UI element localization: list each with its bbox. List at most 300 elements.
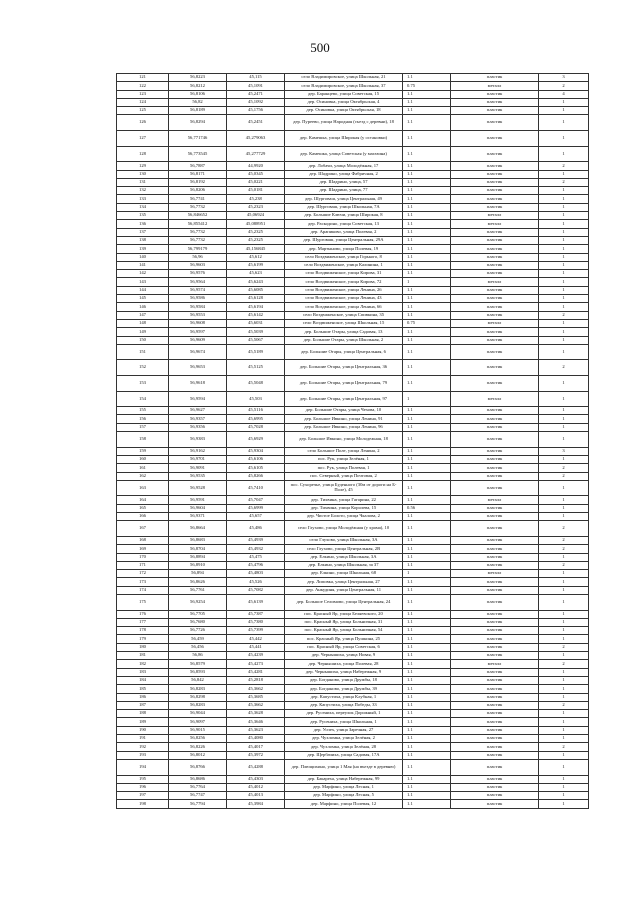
table-row [117,618,589,626]
cell-longitude: 45,1091 [227,82,285,90]
cell-volume: 1.1 [403,228,451,236]
cell-latitude: 56,799179 [169,245,227,253]
cell-longitude: 45,238 [227,195,285,203]
cell-count: 2 [539,521,589,537]
cell-row-number: 134 [117,203,169,211]
cell-material: металл [451,660,539,668]
cell-material: металл [451,82,539,90]
table-row [117,586,589,594]
cell-row-number: 145 [117,295,169,303]
cell-row-number: 197 [117,792,169,800]
cell-latitude: 56,9091 [169,464,227,472]
cell-material: пластик [451,270,539,278]
cell-row-number: 163 [117,480,169,496]
cell-latitude: 56,846652 [169,212,227,220]
cell-address: дер. Богданово, улица Дружбы, 18 [285,676,403,684]
cell-volume: 1.1 [403,553,451,561]
cell-count: 2 [539,561,589,569]
cell-volume: 1.1 [403,74,451,82]
cell-row-number: 144 [117,286,169,294]
cell-material: пластик [451,751,539,759]
cell-address: село Владимировское, улица Школьная, 37 [285,82,403,90]
cell-count: 3 [539,74,589,82]
cell-latitude: 56,8226 [169,743,227,751]
cell-address: дер. Чернышиха, улица Набережная, 9 [285,668,403,676]
cell-longitude: 45,7028 [227,423,285,431]
table-row [117,261,589,269]
cell-material: пластик [451,726,539,734]
cell-address: дер. Чистое Болото, улица Чкалова, 2 [285,513,403,521]
cell-latitude: 56,9162 [169,447,227,455]
cell-longitude: 45,4939 [227,536,285,544]
table-row [117,610,589,618]
cell-address: дер. Большое Ивкино, улица Молодежная, 18 [285,432,403,448]
table-row [117,735,589,743]
cell-row-number: 136 [117,220,169,228]
cell-count: 1 [539,504,589,512]
cell-count: 1 [539,391,589,407]
cell-longitude: 45,6085 [227,286,285,294]
cell-longitude: 45,6105 [227,464,285,472]
cell-material: пластик [451,98,539,106]
table-row [117,423,589,431]
cell-count: 2 [539,82,589,90]
cell-address: дер. Капустиха, улица Победы, 33 [285,701,403,709]
cell-volume: 1.1 [403,792,451,800]
cell-count: 1 [539,98,589,106]
cell-address: село Воздвиженское, улица Спивкина, 35 [285,311,403,319]
cell-material: пластик [451,170,539,178]
cell-longitude: 45,4013 [227,792,285,800]
cell-address: дер. Чухломка, улица Зелёная, 28 [285,743,403,751]
cell-volume: 1.1 [403,270,451,278]
cell-material: пластик [451,610,539,618]
cell-row-number: 176 [117,610,169,618]
table-row [117,800,589,808]
cell-row-number: 193 [117,751,169,759]
cell-volume: 1.1 [403,618,451,626]
cell-volume: 1.1 [403,536,451,544]
cell-longitude: 45,4239 [227,652,285,660]
cell-latitude: 56,9586 [169,295,227,303]
cell-volume: 1.1 [403,407,451,415]
cell-row-number: 151 [117,344,169,360]
cell-row-number: 154 [117,391,169,407]
table-row [117,685,589,693]
cell-count: 2 [539,162,589,170]
cell-volume: 1.1 [403,521,451,537]
cell-count: 3 [539,447,589,455]
cell-longitude: 45,4080 [227,735,285,743]
cell-latitude: 56,7747 [169,792,227,800]
cell-address: дер. Анкудиня, улица Центральная, 11 [285,586,403,594]
cell-material: пластик [451,455,539,463]
cell-count: 2 [539,545,589,553]
cell-count: 2 [539,643,589,651]
cell-latitude: 56,9371 [169,513,227,521]
cell-count: 1 [539,635,589,643]
cell-count: 1 [539,775,589,783]
table-row [117,561,589,569]
cell-volume: 1.1 [403,800,451,808]
cell-volume: 1.1 [403,455,451,463]
cell-material: пластик [451,618,539,626]
cell-volume: 1.1 [403,187,451,195]
cell-count: 1 [539,455,589,463]
cell-volume: 1.1 [403,775,451,783]
table-row [117,74,589,82]
cell-row-number: 191 [117,735,169,743]
cell-count: 1 [539,170,589,178]
cell-row-number: 185 [117,685,169,693]
cell-material: пластик [451,178,539,186]
cell-address: пос. Рук, улица Полевая, 1 [285,464,403,472]
cell-volume: 1 [403,391,451,407]
cell-row-number: 187 [117,701,169,709]
cell-row-number: 124 [117,98,169,106]
cell-count: 2 [539,536,589,544]
cell-latitude: 56,771746 [169,131,227,147]
cell-address: дер. Елкино, улица Школьная, за 37 [285,561,403,569]
cell-longitude: 45,9304 [227,447,285,455]
cell-count: 1 [539,336,589,344]
table-row [117,278,589,286]
cell-material: пластик [451,286,539,294]
cell-count: 2 [539,360,589,376]
cell-latitude: 56,9553 [169,311,227,319]
cell-count: 1 [539,627,589,635]
cell-volume: 1.1 [403,245,451,253]
table-row [117,627,589,635]
cell-longitude: 45,0181 [227,187,285,195]
cell-count: 1 [539,710,589,718]
cell-longitude: 45,115 [227,74,285,82]
table-row [117,195,589,203]
cell-material: пластик [451,545,539,553]
cell-volume: 1.1 [403,170,451,178]
cell-latitude: 56,9357 [169,415,227,423]
cell-latitude: 56,8626 [169,578,227,586]
cell-volume: 1.1 [403,90,451,98]
cell-row-number: 194 [117,759,169,775]
cell-row-number: 121 [117,74,169,82]
cell-material: пластик [451,407,539,415]
cell-address: дер. Русениха, улица Школьная, 1 [285,718,403,726]
cell-row-number: 150 [117,336,169,344]
cell-address: дер. Чернышиха, улица Новая, 9 [285,652,403,660]
cell-volume: 1.1 [403,311,451,319]
cell-row-number: 142 [117,270,169,278]
cell-volume: 1.1 [403,131,451,147]
cell-material: металл [451,391,539,407]
cell-material: пластик [451,578,539,586]
cell-count: 1 [539,278,589,286]
cell-address: село Воздвиженское, улица Кирова, 72 [285,278,403,286]
table-row [117,236,589,244]
cell-row-number: 156 [117,415,169,423]
cell-longitude: 45,3628 [227,710,285,718]
cell-address: дер. Елкино, улица Школьная, 3А [285,553,403,561]
table-row [117,472,589,480]
cell-longitude: 45,3972 [227,751,285,759]
cell-count: 2 [539,472,589,480]
cell-row-number: 153 [117,375,169,391]
cell-count: 1 [539,513,589,521]
cell-latitude: 56,9609 [169,336,227,344]
cell-row-number: 165 [117,504,169,512]
cell-volume: 1.1 [403,162,451,170]
cell-row-number: 171 [117,561,169,569]
cell-longitude: 45,279063 [227,131,285,147]
cell-address: дер. Камешка, улица Советская (у магазина) [285,146,403,162]
cell-address: пос. Красный Яр, улица Советская, 6 [285,643,403,651]
cell-row-number: 173 [117,578,169,586]
cell-volume: 1.1 [403,513,451,521]
cell-longitude: 45,7047 [227,496,285,504]
cell-address: дер. Чухломка, улица Зелёная, 2 [285,735,403,743]
cell-count: 1 [539,146,589,162]
cell-address: село Глухово, улица Школьная, 3А [285,536,403,544]
cell-latitude: 56,9627 [169,407,227,415]
cell-longitude: 45,3662 [227,685,285,693]
cell-address: дер. Чернышиха, улица Полевая, 28 [285,660,403,668]
cell-material: пластик [451,735,539,743]
cell-address: село Воздвиженское, улица Ленина, 66 [285,303,403,311]
cell-row-number: 190 [117,726,169,734]
cell-material: пластик [451,701,539,709]
table-row [117,652,589,660]
table-row [117,360,589,376]
cell-volume: 1.1 [403,236,451,244]
cell-row-number: 183 [117,668,169,676]
cell-latitude: 56,842 [169,676,227,684]
cell-count: 1 [539,415,589,423]
cell-volume: 1.1 [403,676,451,684]
table-row [117,170,589,178]
cell-latitude: 56,9254 [169,595,227,611]
cell-volume: 1.1 [403,735,451,743]
cell-row-number: 177 [117,618,169,626]
cell-latitude: 56,9574 [169,286,227,294]
cell-longitude: 45,3623 [227,726,285,734]
cell-address: пос. Красный Яр, улица Беляевского, 20 [285,610,403,618]
cell-longitude: 45,475 [227,553,285,561]
cell-material: пластик [451,375,539,391]
cell-address: дер. Раскодино, улица Советская, 13 [285,220,403,228]
cell-longitude: 45,3984 [227,800,285,808]
cell-latitude: 56,82 [169,98,227,106]
cell-material: пластик [451,432,539,448]
cell-row-number: 164 [117,496,169,504]
cell-latitude: 56,773545 [169,146,227,162]
cell-longitude: 45,526 [227,578,285,586]
cell-longitude: 45,6128 [227,295,285,303]
cell-address: дер. Пуреево, улица Народная (съезд с деревни), 18 [285,115,403,131]
cell-count: 1 [539,220,589,228]
cell-longitude: 45,657 [227,513,285,521]
cell-latitude: 56,459 [169,635,227,643]
cell-volume: 1.1 [403,375,451,391]
cell-longitude: 45,486 [227,521,285,537]
cell-row-number: 168 [117,536,169,544]
cell-row-number: 141 [117,261,169,269]
cell-longitude: 45,612 [227,253,285,261]
cell-latitude: 56,8223 [169,74,227,82]
cell-volume: 1.1 [403,496,451,504]
cell-material: пластик [451,328,539,336]
cell-row-number: 161 [117,464,169,472]
table-row [117,391,589,407]
cell-material: пластик [451,464,539,472]
cell-material: пластик [451,447,539,455]
cell-address: дер. Большое Селимово, улица Центральная, 24 [285,595,403,611]
cell-material: пластик [451,295,539,303]
cell-latitude: 56,8012 [169,751,227,759]
cell-volume: 1.1 [403,726,451,734]
cell-row-number: 192 [117,743,169,751]
cell-count: 1 [539,652,589,660]
table-row [117,513,589,521]
cell-volume: 1.1 [403,253,451,261]
cell-row-number: 182 [117,660,169,668]
cell-address: пос. Северный, улица Почтовая, 2 [285,472,403,480]
table-row [117,115,589,131]
cell-longitude: 45,503 [227,391,285,407]
cell-volume: 1.1 [403,336,451,344]
cell-material: пластик [451,792,539,800]
table-row [117,553,589,561]
cell-latitude: 56,8192 [169,178,227,186]
table-row [117,432,589,448]
table-row [117,253,589,261]
cell-material: пластик [451,472,539,480]
cell-address: дер. Шадрино, улица, 77 [285,187,403,195]
cell-row-number: 167 [117,521,169,537]
cell-longitude: 45,4017 [227,743,285,751]
cell-row-number: 139 [117,245,169,253]
cell-address: дер. Плющихино, улица 1 Мая (на въезде в деревню) [285,759,403,775]
cell-count: 1 [539,423,589,431]
cell-material: пластик [451,676,539,684]
cell-longitude: 45,7399 [227,627,285,635]
cell-material: пластик [451,360,539,376]
cell-latitude: 56,7732 [169,228,227,236]
cell-volume: 0.75 [403,82,451,90]
cell-row-number: 133 [117,195,169,203]
table-row [117,336,589,344]
cell-material: пластик [451,693,539,701]
cell-volume: 1.1 [403,783,451,791]
cell-row-number: 137 [117,228,169,236]
cell-count: 1 [539,792,589,800]
table-row [117,146,589,162]
cell-longitude: 45,2818 [227,676,285,684]
cell-material: пластик [451,480,539,496]
cell-material: пластик [451,710,539,718]
cell-row-number: 178 [117,627,169,635]
cell-latitude: 56,9653 [169,360,227,376]
cell-volume: 1.1 [403,743,451,751]
table-row [117,286,589,294]
cell-latitude: 56,9604 [169,504,227,512]
cell-row-number: 181 [117,652,169,660]
cell-address: дер. Камешка, улица Широкая (у остановки) [285,131,403,147]
cell-address: дер. Марфино, улица Лесная, 5 [285,792,403,800]
cell-material: металл [451,220,539,228]
cell-volume: 1.1 [403,668,451,676]
cell-volume: 1.1 [403,561,451,569]
table-row [117,295,589,303]
cell-address: дер. Большое Ивкино, улица Ленина, 91 [285,415,403,423]
cell-row-number: 147 [117,311,169,319]
cell-latitude: 56,8910 [169,561,227,569]
cell-latitude: 56,9044 [169,710,227,718]
cell-address: пос. Сухоречье, улица Буденного (30м от дороги на Б-Поле), 45 [285,480,403,496]
cell-count: 1 [539,586,589,594]
cell-material: пластик [451,423,539,431]
cell-count: 1 [539,668,589,676]
cell-longitude: 45,6995 [227,415,285,423]
cell-latitude: 56,8593 [169,668,227,676]
cell-count: 1 [539,195,589,203]
cell-material: пластик [451,107,539,115]
cell-row-number: 135 [117,212,169,220]
cell-count: 1 [539,328,589,336]
cell-material: металл [451,212,539,220]
cell-longitude: 45,2325 [227,236,285,244]
cell-count: 1 [539,718,589,726]
table-row [117,578,589,586]
cell-material: пластик [451,595,539,611]
cell-latitude: 56,9591 [169,496,227,504]
cell-address: дер. Баранцево, улица Советская, 15 [285,90,403,98]
cell-address: село Владимировское, улица Школьная, 21 [285,74,403,82]
cell-address: дер. Успех, улица Заречная, 27 [285,726,403,734]
cell-address: дер. Русениха, переулок Дорожный, 1 [285,710,403,718]
cell-address: дер. Большие Отары, улица Центральная, 97 [285,391,403,407]
cell-row-number: 160 [117,455,169,463]
cell-volume: 1.1 [403,447,451,455]
cell-material: пластик [451,162,539,170]
cell-address: дер. Большое Ивкино, улица Ленина, 96 [285,423,403,431]
cell-row-number: 122 [117,82,169,90]
table-row [117,668,589,676]
cell-volume: 1.1 [403,423,451,431]
cell-longitude: 45,5116 [227,407,285,415]
cell-longitude: 45,3685 [227,693,285,701]
cell-row-number: 166 [117,513,169,521]
cell-latitude: 56,855412 [169,220,227,228]
cell-volume: 1.1 [403,98,451,106]
cell-longitude: 45,2325 [227,228,285,236]
cell-longitude: 45,442 [227,635,285,643]
table-row [117,447,589,455]
cell-count: 1 [539,107,589,115]
cell-longitude: 45,623 [227,270,285,278]
cell-count: 1 [539,245,589,253]
cell-row-number: 172 [117,570,169,578]
cell-latitude: 56,894 [169,570,227,578]
cell-row-number: 148 [117,319,169,327]
cell-longitude: 45,2471 [227,90,285,98]
cell-material: пластик [451,759,539,775]
table-row [117,792,589,800]
cell-address: пос. Красный Яр, улица Больничная, 54 [285,627,403,635]
cell-material: пластик [451,627,539,635]
table-row [117,375,589,391]
table-row [117,303,589,311]
cell-row-number: 186 [117,693,169,701]
